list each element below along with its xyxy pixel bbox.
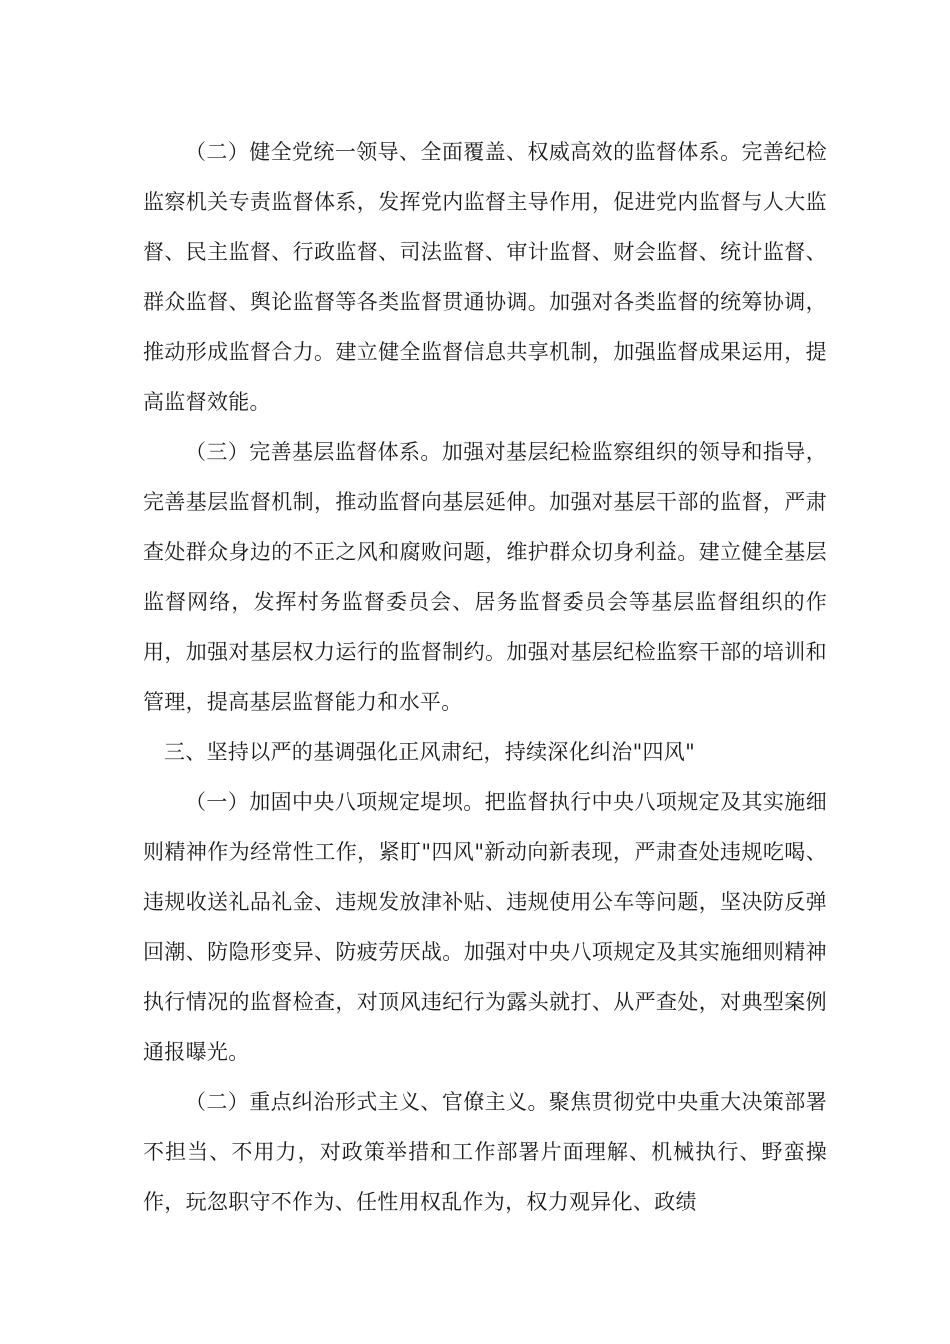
- paragraph-grassroots-supervision: （三）完善基层监督体系。加强对基层纪检监察组织的领导和指导，完善基层监督机制，推动监督向基层延伸。加强对基层干部的监督，严肃查处群众身边的不正之风和腐败问题，维护群众切身利益。建立健全基层监督网络，发挥村务监督委员会、居务监督委员会等基层监督组织的作用，加强对基层权力运行的监督制约。加强对基层纪检监察干部的培训和管理，提高基层监督能力和水平。: [143, 440, 827, 714]
- paragraph-eight-point-rules: （一）加固中央八项规定堤坝。把监督执行中央八项规定及其实施细则精神作为经常性工作，紧盯"四风"新动向新表现，严肃查处违规吃喝、违规收送礼品礼金、违规发放津补贴、违规使用公车等问题，坚决防反弹回潮、防隐形变异、防疲劳厌战。加强对中央八项规定及其实施细则精神执行情况的监督检查，对顶风违纪行为露头就打、从严查处，对典型案例通报曝光。: [143, 790, 827, 1064]
- section-heading: 三、坚持以严的基调强化正风肃纪，持续深化纠治"四风": [164, 740, 696, 764]
- paragraph-supervision-system: （二）健全党统一领导、全面覆盖、权威高效的监督体系。完善纪检监察机关专责监督体系，发挥党内监督主导作用，促进党内监督与人大监督、民主监督、行政监督、司法监督、审计监督、财会监督、统计监督、群众监督、舆论监督等各类监督贯通协调。加强对各类监督的统筹协调，推动形成监督合力。建立健全监督信息共享机制，加强监督成果运用，提高监督效能。: [143, 140, 827, 414]
- document-body: [143, 127, 827, 1227]
- paragraph-formalism-bureaucratism: （二）重点纠治形式主义、官僚主义。聚焦贯彻党中央重大决策部署不担当、不用力，对政策举措和工作部署片面理解、机械执行、野蛮操作，玩忽职守不作为、任性用权乱作为，权力观异化、政绩: [143, 1090, 827, 1214]
